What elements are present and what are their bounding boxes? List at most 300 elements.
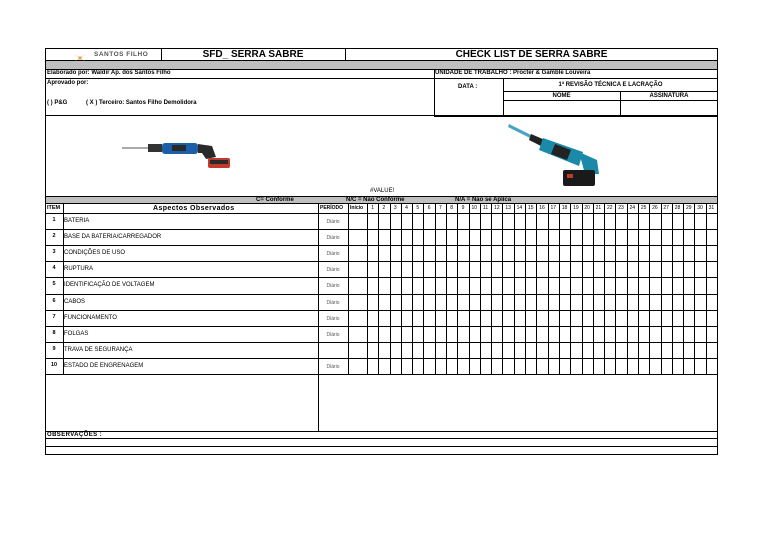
day-check-cell[interactable] — [638, 310, 649, 326]
day-check-cell[interactable] — [469, 310, 480, 326]
day-check-cell[interactable] — [412, 358, 423, 374]
day-check-cell[interactable] — [525, 294, 536, 310]
day-check-cell[interactable] — [457, 213, 468, 229]
day-check-cell[interactable] — [480, 294, 491, 310]
day-check-cell[interactable] — [570, 342, 581, 358]
day-check-cell[interactable] — [706, 229, 717, 245]
day-check-cell[interactable] — [480, 358, 491, 374]
day-check-cell[interactable] — [570, 294, 581, 310]
day-check-cell[interactable] — [661, 294, 672, 310]
day-check-cell[interactable] — [378, 261, 389, 277]
day-check-cell[interactable] — [390, 245, 401, 261]
day-check-cell[interactable] — [469, 261, 480, 277]
day-check-cell[interactable] — [593, 261, 604, 277]
day-check-cell[interactable] — [548, 294, 559, 310]
day-check-cell[interactable] — [649, 229, 660, 245]
day-check-cell[interactable] — [627, 229, 638, 245]
day-check-cell[interactable] — [672, 277, 683, 293]
day-check-cell[interactable] — [469, 229, 480, 245]
day-check-cell[interactable] — [694, 294, 705, 310]
day-check-cell[interactable] — [627, 245, 638, 261]
day-check-cell[interactable] — [683, 310, 694, 326]
day-check-cell[interactable] — [604, 342, 615, 358]
day-check-cell[interactable] — [423, 326, 434, 342]
day-check-cell[interactable] — [638, 213, 649, 229]
day-check-cell[interactable] — [638, 342, 649, 358]
day-check-cell[interactable] — [638, 358, 649, 374]
day-check-cell[interactable] — [435, 294, 446, 310]
day-check-cell[interactable] — [536, 261, 547, 277]
day-check-cell[interactable] — [593, 342, 604, 358]
day-check-cell[interactable] — [457, 358, 468, 374]
day-check-cell[interactable] — [457, 342, 468, 358]
day-check-cell[interactable] — [514, 326, 525, 342]
day-check-cell[interactable] — [480, 229, 491, 245]
day-check-cell[interactable] — [435, 277, 446, 293]
day-check-cell[interactable] — [706, 358, 717, 374]
day-check-cell[interactable] — [683, 213, 694, 229]
day-check-cell[interactable] — [672, 213, 683, 229]
day-check-cell[interactable] — [412, 310, 423, 326]
day-check-cell[interactable] — [423, 310, 434, 326]
day-check-cell[interactable] — [469, 213, 480, 229]
day-check-cell[interactable] — [412, 229, 423, 245]
day-check-cell[interactable] — [378, 277, 389, 293]
day-check-cell[interactable] — [604, 326, 615, 342]
day-check-cell[interactable] — [525, 277, 536, 293]
day-check-cell[interactable] — [378, 310, 389, 326]
day-check-cell[interactable] — [706, 326, 717, 342]
day-check-cell[interactable] — [412, 277, 423, 293]
day-check-cell[interactable] — [593, 213, 604, 229]
day-check-cell[interactable] — [491, 342, 502, 358]
day-check-cell[interactable] — [491, 326, 502, 342]
day-check-cell[interactable] — [672, 229, 683, 245]
day-check-cell[interactable] — [694, 358, 705, 374]
day-check-cell[interactable] — [401, 358, 412, 374]
day-check-cell[interactable] — [390, 261, 401, 277]
day-check-cell[interactable] — [559, 326, 570, 342]
day-check-cell[interactable] — [548, 326, 559, 342]
day-check-cell[interactable] — [706, 245, 717, 261]
day-check-cell[interactable] — [423, 294, 434, 310]
day-check-cell[interactable] — [627, 326, 638, 342]
start-cell[interactable] — [348, 342, 367, 358]
day-check-cell[interactable] — [390, 358, 401, 374]
day-check-cell[interactable] — [706, 261, 717, 277]
day-check-cell[interactable] — [446, 229, 457, 245]
day-check-cell[interactable] — [661, 213, 672, 229]
day-check-cell[interactable] — [423, 261, 434, 277]
day-check-cell[interactable] — [378, 213, 389, 229]
day-check-cell[interactable] — [514, 277, 525, 293]
day-check-cell[interactable] — [502, 229, 513, 245]
day-check-cell[interactable] — [615, 213, 626, 229]
day-check-cell[interactable] — [525, 213, 536, 229]
day-check-cell[interactable] — [435, 261, 446, 277]
day-check-cell[interactable] — [491, 358, 502, 374]
day-check-cell[interactable] — [435, 310, 446, 326]
start-cell[interactable] — [348, 245, 367, 261]
day-check-cell[interactable] — [514, 342, 525, 358]
day-check-cell[interactable] — [412, 294, 423, 310]
day-check-cell[interactable] — [638, 277, 649, 293]
day-check-cell[interactable] — [423, 358, 434, 374]
day-check-cell[interactable] — [706, 213, 717, 229]
day-check-cell[interactable] — [627, 294, 638, 310]
day-check-cell[interactable] — [480, 326, 491, 342]
day-check-cell[interactable] — [525, 229, 536, 245]
day-check-cell[interactable] — [502, 326, 513, 342]
day-check-cell[interactable] — [390, 326, 401, 342]
day-check-cell[interactable] — [649, 277, 660, 293]
day-check-cell[interactable] — [661, 229, 672, 245]
day-check-cell[interactable] — [706, 342, 717, 358]
day-check-cell[interactable] — [582, 213, 593, 229]
day-check-cell[interactable] — [446, 342, 457, 358]
day-check-cell[interactable] — [570, 310, 581, 326]
day-check-cell[interactable] — [502, 245, 513, 261]
day-check-cell[interactable] — [446, 310, 457, 326]
day-check-cell[interactable] — [514, 294, 525, 310]
day-check-cell[interactable] — [390, 213, 401, 229]
day-check-cell[interactable] — [536, 358, 547, 374]
day-check-cell[interactable] — [480, 342, 491, 358]
day-check-cell[interactable] — [469, 294, 480, 310]
day-check-cell[interactable] — [480, 213, 491, 229]
day-check-cell[interactable] — [604, 294, 615, 310]
day-check-cell[interactable] — [514, 229, 525, 245]
day-check-cell[interactable] — [694, 326, 705, 342]
day-check-cell[interactable] — [570, 358, 581, 374]
day-check-cell[interactable] — [536, 326, 547, 342]
day-check-cell[interactable] — [548, 342, 559, 358]
day-check-cell[interactable] — [469, 245, 480, 261]
day-check-cell[interactable] — [469, 342, 480, 358]
day-check-cell[interactable] — [615, 342, 626, 358]
day-check-cell[interactable] — [570, 229, 581, 245]
day-check-cell[interactable] — [694, 342, 705, 358]
day-check-cell[interactable] — [423, 213, 434, 229]
day-check-cell[interactable] — [367, 213, 378, 229]
day-check-cell[interactable] — [502, 261, 513, 277]
day-check-cell[interactable] — [559, 294, 570, 310]
day-check-cell[interactable] — [672, 310, 683, 326]
day-check-cell[interactable] — [559, 213, 570, 229]
day-check-cell[interactable] — [480, 277, 491, 293]
day-check-cell[interactable] — [627, 213, 638, 229]
day-check-cell[interactable] — [457, 261, 468, 277]
day-check-cell[interactable] — [446, 213, 457, 229]
day-check-cell[interactable] — [638, 245, 649, 261]
day-check-cell[interactable] — [593, 310, 604, 326]
start-cell[interactable] — [348, 277, 367, 293]
day-check-cell[interactable] — [423, 342, 434, 358]
day-check-cell[interactable] — [502, 277, 513, 293]
day-check-cell[interactable] — [367, 229, 378, 245]
day-check-cell[interactable] — [683, 358, 694, 374]
day-check-cell[interactable] — [627, 261, 638, 277]
day-check-cell[interactable] — [378, 358, 389, 374]
day-check-cell[interactable] — [559, 245, 570, 261]
day-check-cell[interactable] — [536, 294, 547, 310]
day-check-cell[interactable] — [615, 358, 626, 374]
start-cell[interactable] — [348, 261, 367, 277]
day-check-cell[interactable] — [491, 310, 502, 326]
day-check-cell[interactable] — [378, 342, 389, 358]
day-check-cell[interactable] — [423, 245, 434, 261]
day-check-cell[interactable] — [548, 358, 559, 374]
day-check-cell[interactable] — [593, 358, 604, 374]
day-check-cell[interactable] — [491, 294, 502, 310]
day-check-cell[interactable] — [367, 261, 378, 277]
day-check-cell[interactable] — [672, 294, 683, 310]
day-check-cell[interactable] — [491, 229, 502, 245]
day-check-cell[interactable] — [367, 245, 378, 261]
day-check-cell[interactable] — [502, 294, 513, 310]
day-check-cell[interactable] — [514, 310, 525, 326]
day-check-cell[interactable] — [570, 245, 581, 261]
day-check-cell[interactable] — [412, 213, 423, 229]
day-check-cell[interactable] — [502, 358, 513, 374]
day-check-cell[interactable] — [435, 245, 446, 261]
day-check-cell[interactable] — [423, 229, 434, 245]
day-check-cell[interactable] — [480, 245, 491, 261]
day-check-cell[interactable] — [593, 294, 604, 310]
day-check-cell[interactable] — [401, 310, 412, 326]
day-check-cell[interactable] — [593, 245, 604, 261]
day-check-cell[interactable] — [683, 245, 694, 261]
day-check-cell[interactable] — [457, 245, 468, 261]
day-check-cell[interactable] — [367, 277, 378, 293]
day-check-cell[interactable] — [615, 277, 626, 293]
day-check-cell[interactable] — [649, 261, 660, 277]
day-check-cell[interactable] — [401, 261, 412, 277]
day-check-cell[interactable] — [694, 245, 705, 261]
day-check-cell[interactable] — [582, 358, 593, 374]
day-check-cell[interactable] — [401, 326, 412, 342]
day-check-cell[interactable] — [412, 261, 423, 277]
day-check-cell[interactable] — [525, 342, 536, 358]
day-check-cell[interactable] — [469, 277, 480, 293]
day-check-cell[interactable] — [435, 229, 446, 245]
day-check-cell[interactable] — [457, 277, 468, 293]
day-check-cell[interactable] — [627, 358, 638, 374]
day-check-cell[interactable] — [683, 342, 694, 358]
day-check-cell[interactable] — [469, 326, 480, 342]
start-cell[interactable] — [348, 326, 367, 342]
start-cell[interactable] — [348, 358, 367, 374]
day-check-cell[interactable] — [378, 326, 389, 342]
day-check-cell[interactable] — [559, 310, 570, 326]
day-check-cell[interactable] — [525, 245, 536, 261]
day-check-cell[interactable] — [559, 358, 570, 374]
day-check-cell[interactable] — [514, 245, 525, 261]
day-check-cell[interactable] — [378, 294, 389, 310]
day-check-cell[interactable] — [570, 277, 581, 293]
day-check-cell[interactable] — [582, 245, 593, 261]
day-check-cell[interactable] — [401, 245, 412, 261]
day-check-cell[interactable] — [446, 245, 457, 261]
day-check-cell[interactable] — [582, 261, 593, 277]
day-check-cell[interactable] — [548, 277, 559, 293]
day-check-cell[interactable] — [649, 310, 660, 326]
day-check-cell[interactable] — [615, 229, 626, 245]
day-check-cell[interactable] — [502, 310, 513, 326]
day-check-cell[interactable] — [367, 358, 378, 374]
day-check-cell[interactable] — [401, 294, 412, 310]
day-check-cell[interactable] — [435, 342, 446, 358]
day-check-cell[interactable] — [582, 277, 593, 293]
day-check-cell[interactable] — [457, 294, 468, 310]
day-check-cell[interactable] — [649, 245, 660, 261]
day-check-cell[interactable] — [559, 229, 570, 245]
day-check-cell[interactable] — [480, 261, 491, 277]
day-check-cell[interactable] — [446, 294, 457, 310]
day-check-cell[interactable] — [582, 294, 593, 310]
day-check-cell[interactable] — [694, 229, 705, 245]
day-check-cell[interactable] — [491, 213, 502, 229]
day-check-cell[interactable] — [559, 342, 570, 358]
day-check-cell[interactable] — [367, 342, 378, 358]
day-check-cell[interactable] — [536, 213, 547, 229]
day-check-cell[interactable] — [401, 213, 412, 229]
day-check-cell[interactable] — [559, 277, 570, 293]
day-check-cell[interactable] — [401, 229, 412, 245]
day-check-cell[interactable] — [694, 213, 705, 229]
day-check-cell[interactable] — [661, 310, 672, 326]
day-check-cell[interactable] — [582, 326, 593, 342]
day-check-cell[interactable] — [457, 310, 468, 326]
day-check-cell[interactable] — [604, 277, 615, 293]
day-check-cell[interactable] — [615, 261, 626, 277]
day-check-cell[interactable] — [514, 261, 525, 277]
day-check-cell[interactable] — [638, 229, 649, 245]
day-check-cell[interactable] — [683, 294, 694, 310]
day-check-cell[interactable] — [661, 261, 672, 277]
day-check-cell[interactable] — [446, 358, 457, 374]
day-check-cell[interactable] — [390, 229, 401, 245]
day-check-cell[interactable] — [683, 229, 694, 245]
day-check-cell[interactable] — [548, 310, 559, 326]
day-check-cell[interactable] — [649, 358, 660, 374]
day-check-cell[interactable] — [604, 261, 615, 277]
start-cell[interactable] — [348, 213, 367, 229]
day-check-cell[interactable] — [412, 326, 423, 342]
day-check-cell[interactable] — [446, 261, 457, 277]
day-check-cell[interactable] — [638, 261, 649, 277]
day-check-cell[interactable] — [390, 342, 401, 358]
day-check-cell[interactable] — [638, 294, 649, 310]
day-check-cell[interactable] — [593, 277, 604, 293]
day-check-cell[interactable] — [435, 326, 446, 342]
day-check-cell[interactable] — [604, 358, 615, 374]
day-check-cell[interactable] — [649, 294, 660, 310]
day-check-cell[interactable] — [525, 310, 536, 326]
day-check-cell[interactable] — [694, 261, 705, 277]
day-check-cell[interactable] — [706, 310, 717, 326]
day-check-cell[interactable] — [435, 213, 446, 229]
day-check-cell[interactable] — [661, 277, 672, 293]
day-check-cell[interactable] — [570, 326, 581, 342]
day-check-cell[interactable] — [525, 261, 536, 277]
day-check-cell[interactable] — [536, 310, 547, 326]
day-check-cell[interactable] — [525, 326, 536, 342]
day-check-cell[interactable] — [683, 261, 694, 277]
day-check-cell[interactable] — [570, 261, 581, 277]
day-check-cell[interactable] — [514, 358, 525, 374]
day-check-cell[interactable] — [661, 358, 672, 374]
day-check-cell[interactable] — [706, 294, 717, 310]
day-check-cell[interactable] — [536, 229, 547, 245]
day-check-cell[interactable] — [694, 277, 705, 293]
day-check-cell[interactable] — [683, 277, 694, 293]
day-check-cell[interactable] — [615, 245, 626, 261]
day-check-cell[interactable] — [502, 213, 513, 229]
day-check-cell[interactable] — [435, 358, 446, 374]
day-check-cell[interactable] — [390, 310, 401, 326]
day-check-cell[interactable] — [401, 277, 412, 293]
day-check-cell[interactable] — [570, 213, 581, 229]
day-check-cell[interactable] — [412, 342, 423, 358]
day-check-cell[interactable] — [604, 229, 615, 245]
start-cell[interactable] — [348, 310, 367, 326]
day-check-cell[interactable] — [367, 310, 378, 326]
day-check-cell[interactable] — [367, 326, 378, 342]
day-check-cell[interactable] — [378, 229, 389, 245]
day-check-cell[interactable] — [627, 277, 638, 293]
day-check-cell[interactable] — [548, 213, 559, 229]
day-check-cell[interactable] — [412, 245, 423, 261]
day-check-cell[interactable] — [593, 326, 604, 342]
day-check-cell[interactable] — [649, 213, 660, 229]
day-check-cell[interactable] — [536, 277, 547, 293]
day-check-cell[interactable] — [649, 326, 660, 342]
day-check-cell[interactable] — [661, 326, 672, 342]
day-check-cell[interactable] — [604, 245, 615, 261]
day-check-cell[interactable] — [548, 229, 559, 245]
day-check-cell[interactable] — [514, 213, 525, 229]
day-check-cell[interactable] — [582, 229, 593, 245]
day-check-cell[interactable] — [672, 261, 683, 277]
day-check-cell[interactable] — [446, 277, 457, 293]
day-check-cell[interactable] — [683, 326, 694, 342]
day-check-cell[interactable] — [367, 294, 378, 310]
day-check-cell[interactable] — [604, 213, 615, 229]
day-check-cell[interactable] — [446, 326, 457, 342]
day-check-cell[interactable] — [491, 277, 502, 293]
day-check-cell[interactable] — [661, 342, 672, 358]
day-check-cell[interactable] — [378, 245, 389, 261]
day-check-cell[interactable] — [582, 342, 593, 358]
day-check-cell[interactable] — [536, 342, 547, 358]
day-check-cell[interactable] — [615, 294, 626, 310]
day-check-cell[interactable] — [694, 310, 705, 326]
day-check-cell[interactable] — [457, 326, 468, 342]
day-check-cell[interactable] — [390, 277, 401, 293]
day-check-cell[interactable] — [502, 342, 513, 358]
day-check-cell[interactable] — [548, 245, 559, 261]
start-cell[interactable] — [348, 294, 367, 310]
day-check-cell[interactable] — [706, 277, 717, 293]
day-check-cell[interactable] — [672, 326, 683, 342]
day-check-cell[interactable] — [401, 342, 412, 358]
day-check-cell[interactable] — [525, 358, 536, 374]
day-check-cell[interactable] — [457, 229, 468, 245]
day-check-cell[interactable] — [672, 245, 683, 261]
day-check-cell[interactable] — [480, 310, 491, 326]
day-check-cell[interactable] — [627, 342, 638, 358]
